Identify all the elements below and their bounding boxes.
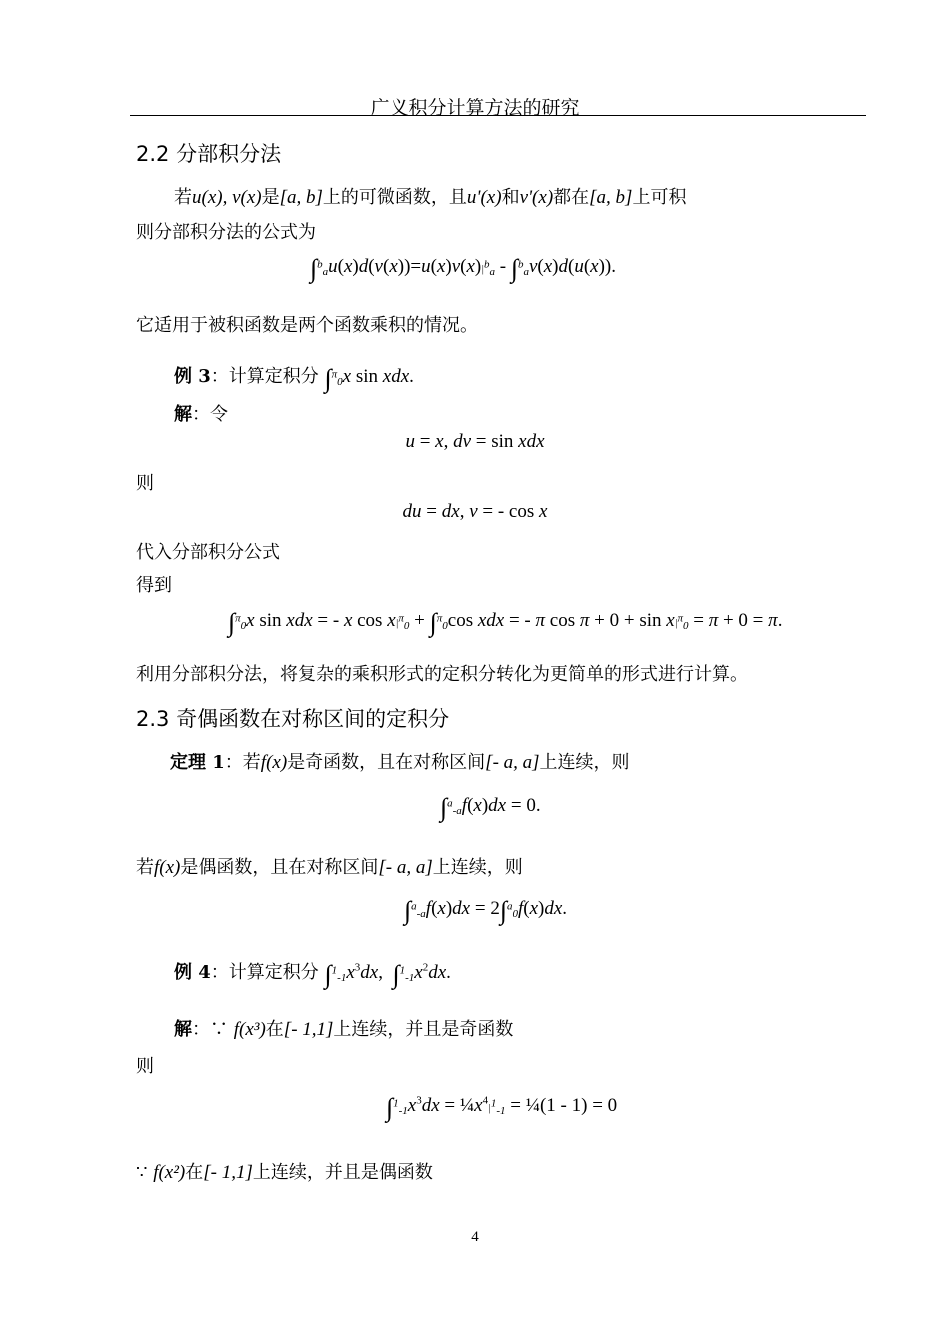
equation-differentials: du = dx, v = - cos x (402, 501, 548, 522)
theorem-1-statement: 定理 1：若f(x)是奇函数，且在对称区间[- a, a]上连续，则 (170, 752, 630, 773)
solution-4-statement: 解：∵ f(x³)在[- 1,1]上连续，并且是奇函数 (174, 1019, 514, 1040)
text-then-2: 则 (136, 1056, 154, 1077)
solution-3-label: 解：令 (174, 404, 228, 425)
paragraph-formula-intro: 则分部积分法的公式为 (136, 222, 316, 243)
example-3-statement: 例 3：计算定积分 ∫$^\pi_0$x sin xdx. (174, 364, 414, 393)
paragraph-even-function: 若f(x)是偶函数，且在对称区间[- a, a]上连续，则 (136, 857, 523, 878)
text-then: 则 (136, 473, 154, 494)
paragraph-integration-by-parts-condition: 若u(x), v(x)是[a, b]上的可微函数，且u'(x)和v'(x)都在[a, b]上可积 (174, 187, 687, 208)
paragraph-applicability: 它适用于被积函数是两个函数乘积的情况。 (136, 315, 478, 336)
paragraph-even-case: ∵ f(x²)在[- 1,1]上连续，并且是偶函数 (136, 1162, 433, 1183)
paragraph-summary: 利用分部积分法，将复杂的乘积形式的定积分转化为更简单的形式进行计算。 (136, 664, 748, 685)
header-rule (130, 115, 866, 116)
formula-integration-by-parts: $\int^b_au(x)d(v(x))=u(x)v(x)|^b_a - \int^b_av(x)d(u(x))$. (310, 254, 616, 283)
section-heading-2-2: 2.2 分部积分法 (136, 142, 282, 166)
equation-even-function: ∫$^a_{-a}$f(x)dx = 2∫$^a_0$f(x)dx. (404, 896, 568, 925)
equation-substitution: u = x, dv = sin xdx (405, 431, 545, 452)
equation-example-3-result: ∫$^\pi_0$x sin xdx = - x $\cos x|^\pi_0 + \int^\pi_0\cos$ xdx = - π $\cos \pi + 0 + \sin x|^\pi_0 = \pi + 0 = \pi$. (228, 608, 783, 637)
page-header-title: 广义积分计算方法的研究 (370, 97, 580, 119)
equation-example-4-odd-result: $\int^1_{-1}x^3dx$ = $\frac{1}{4}x^4|^1_{-1}$ = ¼(1 - 1) = 0 (386, 1093, 618, 1122)
page-number: 4 (471, 1229, 479, 1245)
section-heading-2-3: 2.3 奇偶函数在对称区间的定积分 (136, 707, 450, 731)
equation-odd-function: ∫$^a_{-a}$f(x)dx = 0. (440, 793, 541, 822)
example-4-statement: 例 4：计算定积分 $\int^1_{-1}x^3dx$, $\int^1_{-1}x^2dx$. (174, 960, 451, 989)
text-substitute: 代入分部积分公式 (136, 542, 280, 563)
text-obtain: 得到 (136, 575, 172, 596)
